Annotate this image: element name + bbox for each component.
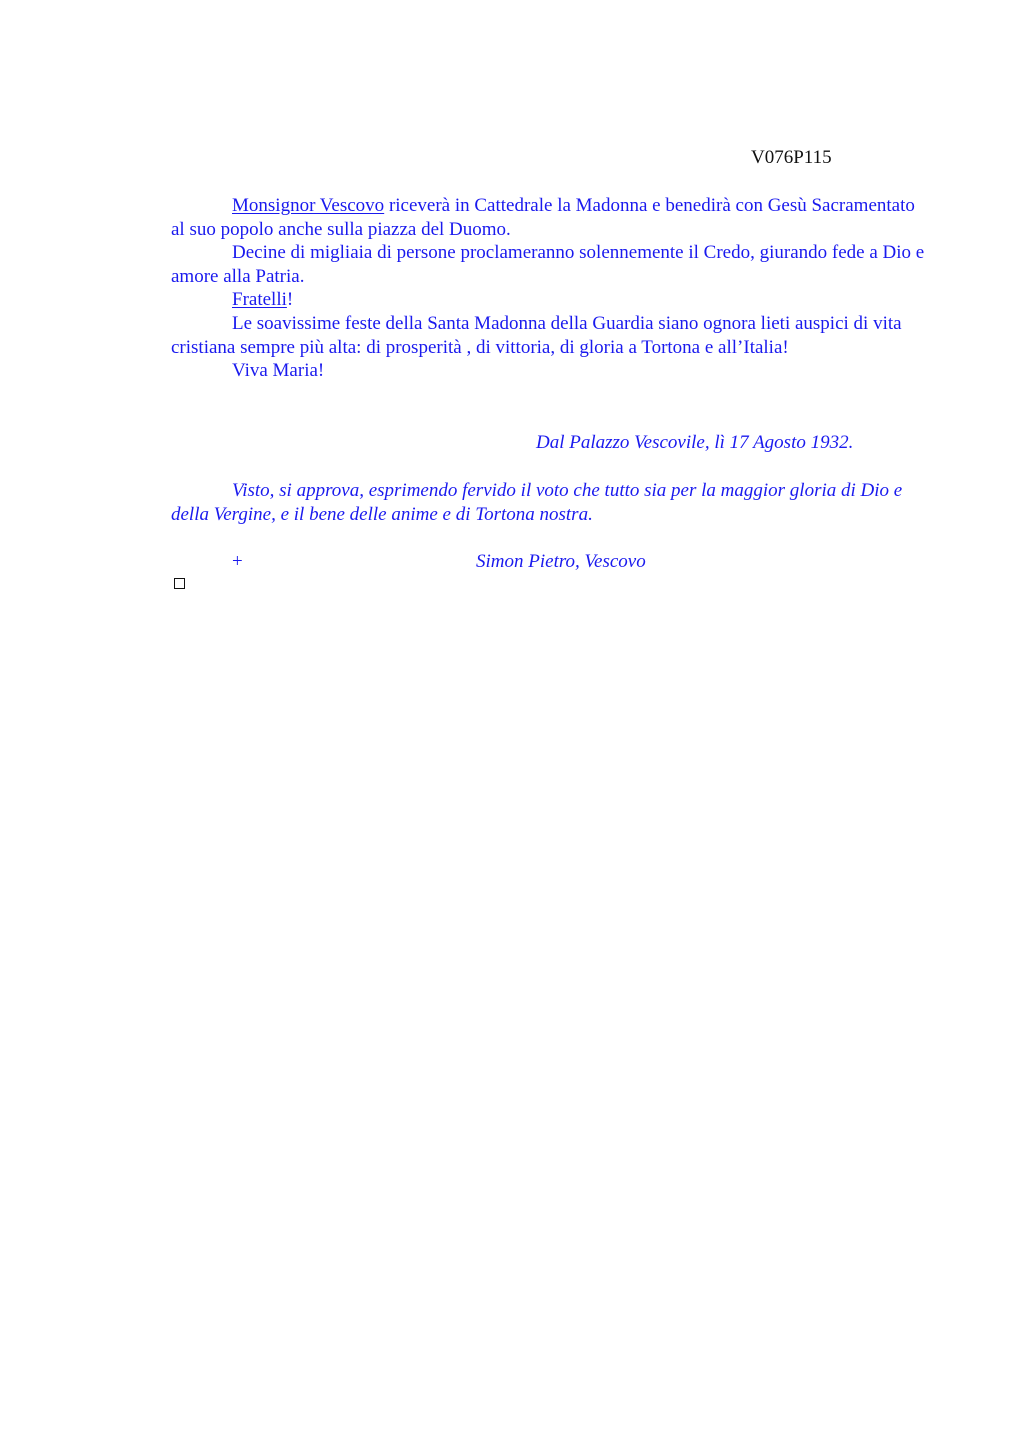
monsignor-vescovo-link[interactable]: Monsignor Vescovo bbox=[232, 195, 385, 216]
page-code: V076P115 bbox=[751, 147, 832, 168]
paragraph-2: Decine di migliaia di persone proclameranno solennemente il Credo, giurando fede a Dio e amore alla Patria. bbox=[171, 242, 925, 287]
paragraph-1 bbox=[171, 194, 931, 241]
paragraph-3 bbox=[171, 288, 931, 312]
approval-note bbox=[171, 479, 931, 526]
letter-body bbox=[171, 194, 931, 383]
paragraph-3-text: ! bbox=[286, 289, 294, 311]
paragraph-5: Viva Maria! bbox=[232, 360, 325, 382]
cross-mark: + bbox=[232, 551, 243, 572]
signature: Simon Pietro, Vescovo bbox=[476, 551, 646, 572]
approval-text: Visto, si approva, esprimendo fervido il voto che tutto sia per la maggior gloria di Dio e della Vergine, e il bene delle anime e di Tortona nostra. bbox=[171, 480, 903, 525]
paragraph-1-text: riceverà in Cattedrale la Madonna e benedirà con Gesù Sacramentato al suo popolo anche sulla piazza del Duomo. bbox=[171, 195, 915, 240]
fratelli-link[interactable]: Fratelli bbox=[232, 289, 287, 311]
dateline: Dal Palazzo Vescovile, lì 17 Agosto 1932. bbox=[536, 432, 854, 453]
paragraph-4: Le soavissime feste della Santa Madonna della Guardia siano ognora lieti auspici di vita cristiana sempre più alta: di prosperità , di vittoria, di gloria a Tortona e all’Italia! bbox=[171, 312, 902, 358]
empty-square-icon bbox=[174, 578, 185, 589]
